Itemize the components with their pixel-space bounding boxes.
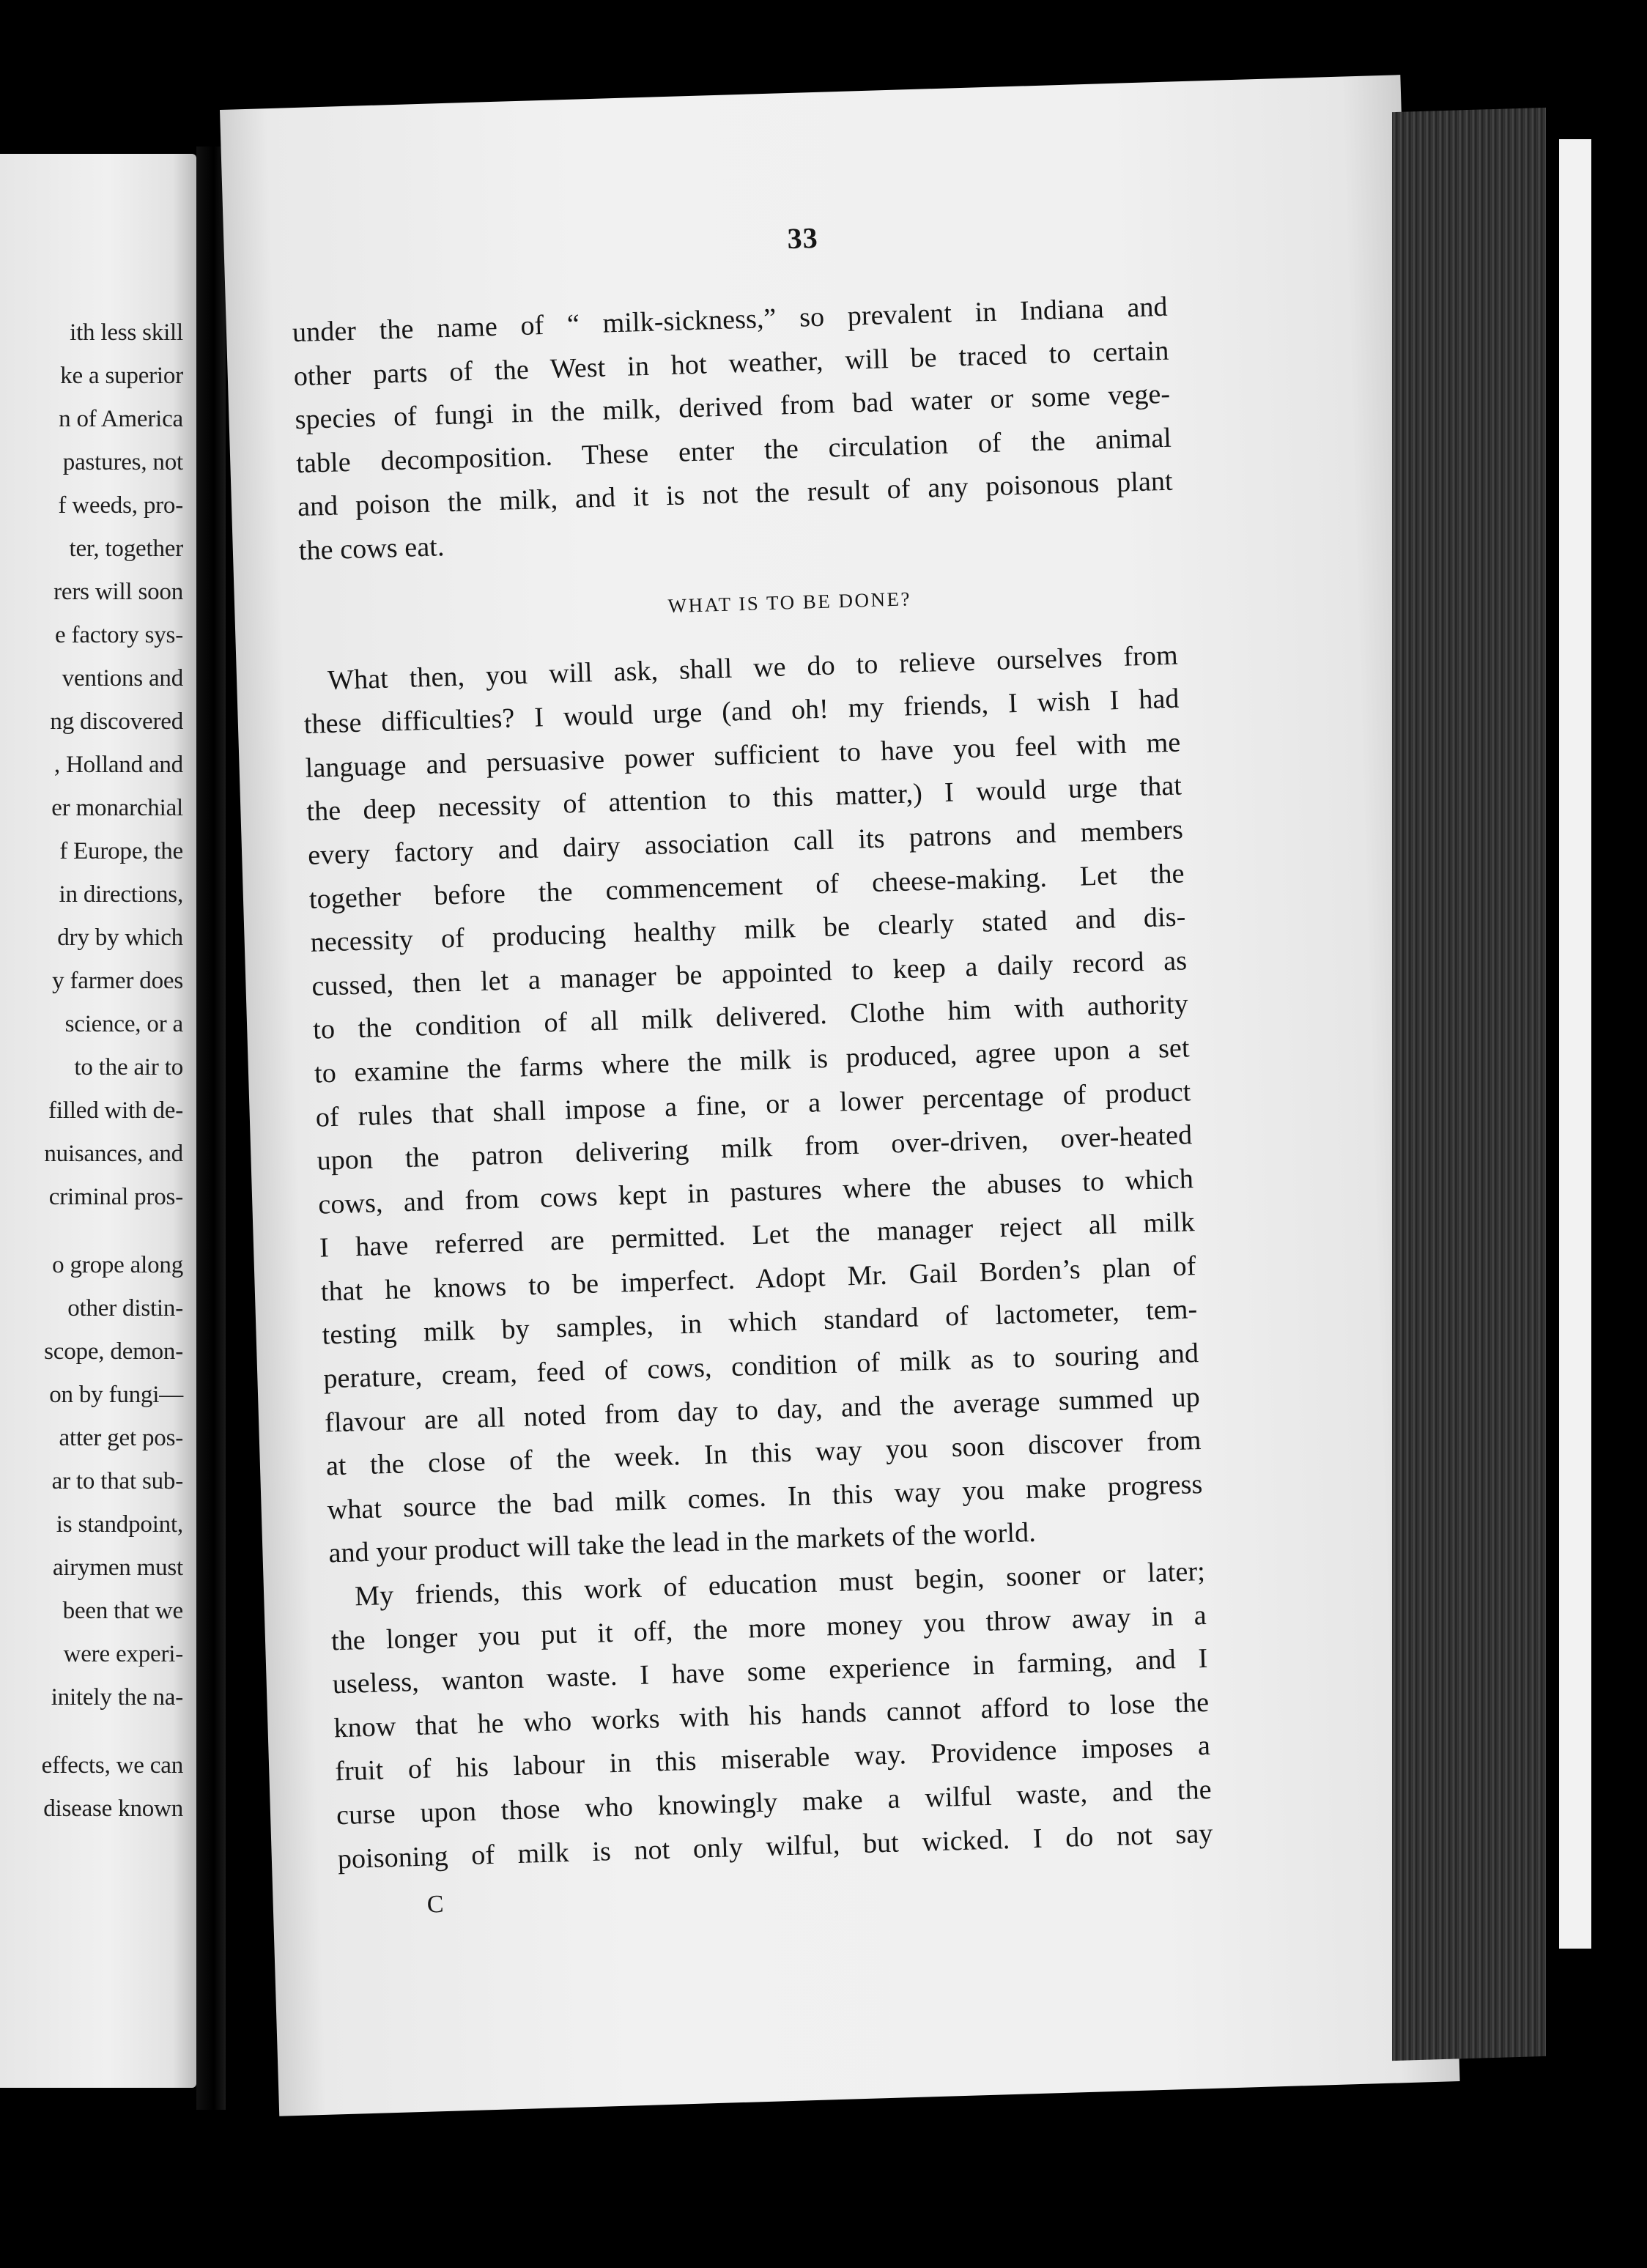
main-page (220, 75, 1460, 2116)
text-line: that he knows to be imperfect. Adopt Mr. Gail Borden’s plan of (320, 1250, 1197, 1308)
facing-page-line: on by fungi— (49, 1382, 183, 1408)
facing-page-line: to the air to (74, 1054, 183, 1081)
facing-page-line: airymen must (52, 1554, 183, 1581)
paragraph (329, 1550, 1213, 1881)
text-line: these difficulties? I would urge (and oh! my friends, I wish I had (303, 683, 1180, 741)
text-line: species of fungi in the milk, derived from bad water or some vege- (294, 378, 1171, 436)
text-line: together before the commencement of cheese-making. Let the (308, 857, 1185, 915)
facing-page-line: filled with de- (48, 1097, 183, 1124)
text-line: I have referred are permitted. Let the manager reject all milk (319, 1207, 1196, 1264)
text-line: curse upon those who knowingly make a wilful waste, and the (336, 1774, 1213, 1831)
text-line: under the name of “ milk-sickness,” so prevalent in Indiana and (292, 291, 1169, 349)
text-line: testing milk by samples, in which standard of lactometer, tem- (322, 1294, 1198, 1352)
facing-page-line: ith less skill (70, 319, 183, 346)
facing-page-line: other distin- (67, 1295, 183, 1322)
text-line: cussed, then let a manager be appointed to keep a daily record as (311, 945, 1188, 1002)
text-line: fruit of his labour in this miserable way. Providence imposes a (334, 1730, 1211, 1787)
text-line: necessity of producing healthy milk be clearly stated and dis- (310, 901, 1186, 958)
text-line: and poison the milk, and it is not the result of any poisonous plant (297, 466, 1174, 523)
facing-page-line: n of America (59, 406, 183, 432)
facing-page-line: er monarchial (51, 795, 183, 821)
facing-page-line: ter, together (69, 536, 183, 562)
facing-page-line: been that we (62, 1598, 183, 1624)
facing-page-line: , Holland and (53, 752, 183, 778)
text-line: and your product will take the lead in the markets of the world. (327, 1517, 1037, 1569)
text-line: useless, wanton waste. I have some experience in farming, and I (332, 1643, 1208, 1700)
facing-page-line: pastures, not (62, 449, 183, 475)
facing-page-line: dry by which (57, 924, 183, 951)
facing-page-line: rers will soon (53, 579, 183, 605)
facing-page-line: were experi- (63, 1641, 183, 1667)
facing-page-line: f Europe, the (59, 838, 183, 864)
facing-page-line: is standpoint, (56, 1511, 183, 1538)
facing-page-line: ke a superior (60, 363, 183, 389)
facing-page-line: y farmer does (52, 968, 183, 994)
text-line: of rules that shall impose a fine, or a lower percentage of product (315, 1075, 1191, 1133)
text-line: the longer you put it off, the more money you throw away in a (330, 1599, 1207, 1657)
text-line: poisoning of milk is not only wilful, but wicked. I do not say (337, 1817, 1214, 1875)
facing-page-text (0, 311, 183, 1831)
facing-page-line: ng discovered (50, 708, 183, 735)
section-heading: WHAT IS TO BE DONE? (667, 587, 912, 617)
facing-page-line: f weeds, pro- (58, 492, 183, 519)
facing-page-line: nuisances, and (44, 1141, 183, 1167)
facing-page-line: o grope along (52, 1252, 183, 1278)
background-card (1559, 139, 1591, 1949)
text-line: perature, cream, feed of cows, condition of milk as to souring and (322, 1338, 1199, 1395)
text-line: upon the patron delivering milk from over-driven, over-heated (317, 1119, 1193, 1176)
facing-page-line: ventions and (62, 665, 183, 692)
paragraph (302, 634, 1204, 1576)
text-line: My friends, this work of education must begin, sooner or later; (354, 1556, 1206, 1612)
text-line: table decomposition. These enter the circulation of the animal (295, 422, 1172, 479)
facing-page-line: atter get pos- (59, 1425, 183, 1451)
facing-page-left (0, 154, 196, 2088)
text-line: cows, and from cows kept in pastures where the abuses to which (317, 1163, 1194, 1220)
facing-page-line: effects, we can (41, 1752, 183, 1779)
facing-page-line: in directions, (59, 881, 183, 908)
facing-page-line: criminal pros- (48, 1184, 183, 1210)
facing-page-line: initely the na- (51, 1684, 183, 1711)
page-body (292, 286, 1215, 1930)
text-line: other parts of the West in hot weather, will be traced to certain (293, 335, 1169, 392)
facing-page-line: disease known (43, 1796, 183, 1822)
text-line: What then, you will ask, shall we do to relieve ourselves from (327, 640, 1179, 696)
text-line: every factory and dairy association call its patrons and members (307, 814, 1184, 871)
book-gutter (196, 147, 226, 2110)
text-line: to examine the farms where the milk is produced, agree upon a set (314, 1032, 1191, 1089)
text-line: at the close of the week. In this way you soon discover from (325, 1425, 1202, 1482)
text-line: flavour are all noted from day to day, and the average summed up (324, 1381, 1201, 1439)
paragraph-continued (292, 286, 1174, 574)
text-line: the cows eat. (298, 531, 445, 567)
text-line: know that he who works with his hands cannot afford to lose the (333, 1686, 1210, 1744)
facing-page-line: e factory sys- (55, 622, 183, 648)
facing-page-line: science, or a (64, 1011, 183, 1037)
facing-page-line: scope, demon- (44, 1338, 183, 1365)
book-page-edges (1392, 108, 1546, 2061)
page-number: 33 (786, 220, 819, 256)
text-line: what source the bad milk comes. In this way you make progress (327, 1468, 1203, 1526)
text-line: the deep necessity of attention to this matter,) I would urge that (306, 770, 1182, 828)
text-line: language and persuasive power sufficient to have you feel with me (305, 727, 1181, 784)
facing-page-line: ar to that sub- (51, 1468, 183, 1494)
signature-mark: C (426, 1891, 445, 1919)
text-line: to the condition of all milk delivered. Clothe him with authority (312, 988, 1189, 1046)
